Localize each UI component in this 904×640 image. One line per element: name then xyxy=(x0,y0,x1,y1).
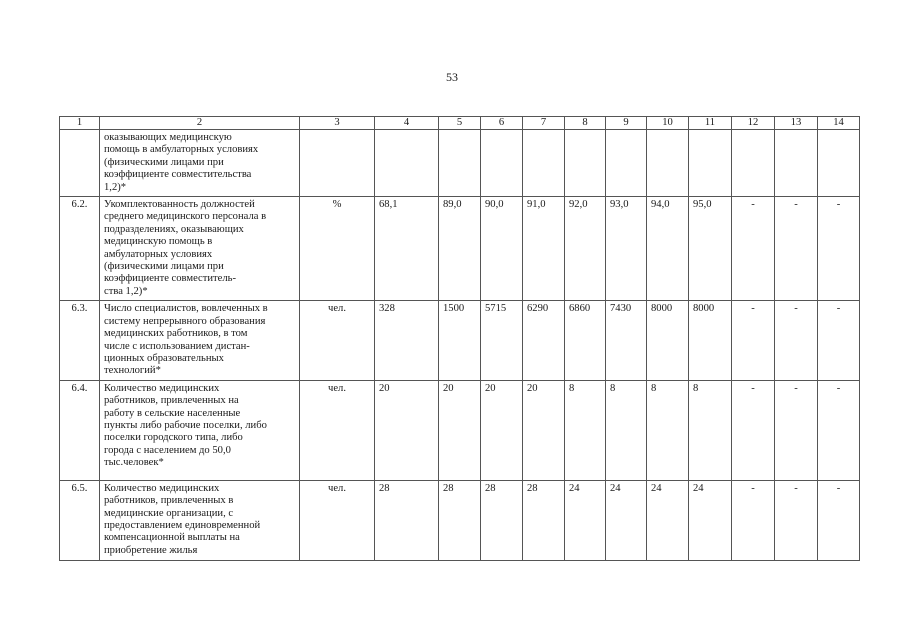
table-row xyxy=(60,130,860,197)
value-cell-col-9: 7430 xyxy=(606,301,647,380)
value-cell-col-5: 20 xyxy=(439,380,481,480)
value-cell-col-12: - xyxy=(732,480,775,560)
value-cell-col-7: 20 xyxy=(523,380,565,480)
column-header-12: 12 xyxy=(732,117,775,130)
value-cell-col-13 xyxy=(775,130,818,197)
value-cell-col-7: 28 xyxy=(523,480,565,560)
indicator-name: оказывающих медицинскую помощь в амбулаторных условиях (физическими лицами при коэффициенте совместительства 1,2)* xyxy=(104,132,259,193)
indicator-name-cell xyxy=(100,301,300,380)
unit-cell: чел. xyxy=(300,480,375,560)
value-cell-col-13: - xyxy=(775,380,818,480)
unit-cell xyxy=(300,130,375,197)
table-row xyxy=(60,380,860,480)
indicator-name: Количество медицинских работников, привлеченных на работу в сельские населенные пункты либо рабочие поселки, либо поселки городского типа, либо города с населением до 50,0 тыс.человек* xyxy=(104,382,267,469)
value-cell-col-10: 94,0 xyxy=(647,197,689,301)
value-cell-col-6 xyxy=(481,130,523,197)
indicator-name-cell xyxy=(100,130,300,197)
column-header-11: 11 xyxy=(689,117,732,130)
value-cell-col-11: 95,0 xyxy=(689,197,732,301)
value-cell-col-6: 90,0 xyxy=(481,197,523,301)
row-number: 6.5. xyxy=(60,480,100,560)
value-cell-col-5 xyxy=(439,130,481,197)
column-header-6: 6 xyxy=(481,117,523,130)
value-cell-col-10: 24 xyxy=(647,480,689,560)
column-header-9: 9 xyxy=(606,117,647,130)
indicator-name: Количество медицинских работников, привлеченных в медицинские организации, с предоставлением единовременной компенсационной выплаты на приобретение жилья xyxy=(104,482,261,556)
value-cell-col-10: 8 xyxy=(647,380,689,480)
column-header-14: 14 xyxy=(818,117,860,130)
table-row xyxy=(60,480,860,560)
value-cell-col-12 xyxy=(732,130,775,197)
column-header-3: 3 xyxy=(300,117,375,130)
value-cell-col-13: - xyxy=(775,197,818,301)
column-header-4: 4 xyxy=(375,117,439,130)
value-cell-col-4: 328 xyxy=(375,301,439,380)
row-number xyxy=(60,130,100,197)
indicator-name: Число специалистов, вовлеченных в систему непрерывного образования медицинских работников, в том числе с использованием дистан- ционных образовательных технологий* xyxy=(104,303,268,377)
value-cell-col-11: 8000 xyxy=(689,301,732,380)
column-header-10: 10 xyxy=(647,117,689,130)
value-cell-col-5: 89,0 xyxy=(439,197,481,301)
value-cell-col-9: 93,0 xyxy=(606,197,647,301)
value-cell-col-8: 8 xyxy=(565,380,606,480)
value-cell-col-12: - xyxy=(732,380,775,480)
value-cell-col-10 xyxy=(647,130,689,197)
value-cell-col-4 xyxy=(375,130,439,197)
value-cell-col-14: - xyxy=(818,301,860,380)
value-cell-col-12: - xyxy=(732,301,775,380)
indicator-name-cell xyxy=(100,480,300,560)
indicator-name-cell xyxy=(100,197,300,301)
value-cell-col-8: 24 xyxy=(565,480,606,560)
value-cell-col-11: 8 xyxy=(689,380,732,480)
value-cell-col-14: - xyxy=(818,380,860,480)
unit-cell: чел. xyxy=(300,301,375,380)
value-cell-col-11: 24 xyxy=(689,480,732,560)
value-cell-col-7: 91,0 xyxy=(523,197,565,301)
row-number: 6.2. xyxy=(60,197,100,301)
value-cell-col-9: 8 xyxy=(606,380,647,480)
value-cell-col-14: - xyxy=(818,480,860,560)
table-row xyxy=(60,301,860,380)
value-cell-col-13: - xyxy=(775,480,818,560)
value-cell-col-6: 28 xyxy=(481,480,523,560)
value-cell-col-4: 20 xyxy=(375,380,439,480)
value-cell-col-14: - xyxy=(818,197,860,301)
column-header-13: 13 xyxy=(775,117,818,130)
value-cell-col-6: 5715 xyxy=(481,301,523,380)
indicators-table xyxy=(59,116,860,561)
value-cell-col-8 xyxy=(565,130,606,197)
row-number: 6.4. xyxy=(60,380,100,480)
value-cell-col-4: 28 xyxy=(375,480,439,560)
column-header-7: 7 xyxy=(523,117,565,130)
value-cell-col-9: 24 xyxy=(606,480,647,560)
value-cell-col-7 xyxy=(523,130,565,197)
value-cell-col-5: 28 xyxy=(439,480,481,560)
unit-cell: чел. xyxy=(300,380,375,480)
indicator-name-cell xyxy=(100,380,300,480)
value-cell-col-13: - xyxy=(775,301,818,380)
header-row xyxy=(60,117,860,130)
column-header-5: 5 xyxy=(439,117,481,130)
indicator-name: Укомплектованность должностей среднего медицинского персонала в подразделениях, оказывающих медицинскую помощь в амбулаторных условиях (физическими лицами при коэффициенте совместитель- ства 1,2)* xyxy=(104,199,267,297)
value-cell-col-12: - xyxy=(732,197,775,301)
value-cell-col-8: 92,0 xyxy=(565,197,606,301)
value-cell-col-8: 6860 xyxy=(565,301,606,380)
column-header-8: 8 xyxy=(565,117,606,130)
value-cell-col-11 xyxy=(689,130,732,197)
column-header-1: 1 xyxy=(60,117,100,130)
value-cell-col-4: 68,1 xyxy=(375,197,439,301)
value-cell-col-5: 1500 xyxy=(439,301,481,380)
value-cell-col-9 xyxy=(606,130,647,197)
value-cell-col-7: 6290 xyxy=(523,301,565,380)
value-cell-col-10: 8000 xyxy=(647,301,689,380)
value-cell-col-6: 20 xyxy=(481,380,523,480)
column-header-2: 2 xyxy=(100,117,300,130)
row-number: 6.3. xyxy=(60,301,100,380)
value-cell-col-14 xyxy=(818,130,860,197)
table-row xyxy=(60,197,860,301)
unit-cell: % xyxy=(300,197,375,301)
page-number: 53 xyxy=(446,70,458,84)
